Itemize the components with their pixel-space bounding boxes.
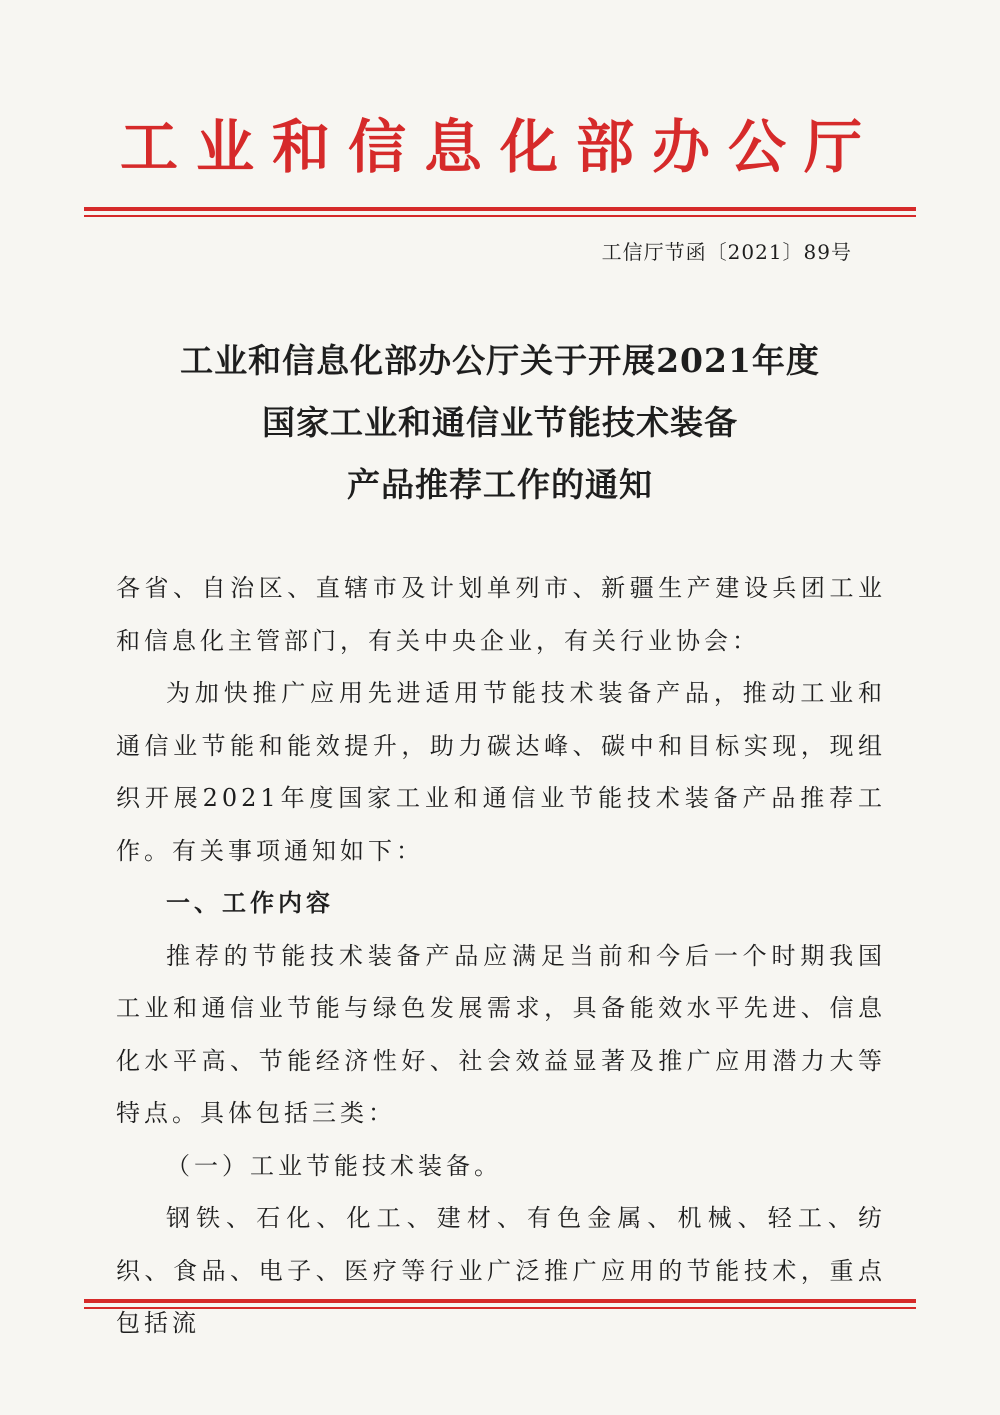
notice-title-line-1: 工业和信息化部办公厅关于开展2021年度 — [180, 341, 820, 380]
notice-title — [0, 330, 1000, 516]
footer-red-rule-thin — [84, 1307, 916, 1309]
document-number: 工信厅节函〔2021〕89号 — [601, 240, 852, 264]
section-1-heading: 一、工作内容 — [166, 889, 334, 917]
intro-paragraph: 为加快推广应用先进适用节能技术装备产品，推动工业和通信业节能和能效提升，助力碳达峰、碳中和目标实现，现组织开展2021年度国家工业和通信业节能技术装备产品推荐工作。有关事项通知如下： — [116, 679, 886, 865]
footer-red-rule-thick — [84, 1299, 916, 1303]
notice-title-line-2: 国家工业和通信业节能技术装备 — [262, 403, 738, 442]
notice-title-line-3: 产品推荐工作的通知 — [347, 465, 653, 504]
header-red-rule-thin — [84, 215, 916, 217]
section-1-paragraph: 推荐的节能技术装备产品应满足当前和今后一个时期我国工业和通信业节能与绿色发展需求，具备能效水平先进、信息化水平高、节能经济性好、社会效益显著及推广应用潜力大等特点。具体包括三类： — [116, 941, 886, 1127]
issuing-organization-header: 工业和信息化部办公厅 — [119, 113, 880, 181]
notice-body — [116, 562, 886, 1350]
subsection-1-heading: （一）工业节能技术装备。 — [166, 1151, 502, 1180]
subsection-1-paragraph: 钢铁、石化、化工、建材、有色金属、机械、轻工、纺织、食品、电子、医疗等行业广泛推广应用的节能技术，重点包括流 — [116, 1204, 886, 1337]
header-red-rule-thick — [84, 207, 916, 211]
recipients-paragraph: 各省、自治区、直辖市及计划单列市、新疆生产建设兵团工业和信息化主管部门，有关中央企业，有关行业协会： — [116, 574, 886, 655]
